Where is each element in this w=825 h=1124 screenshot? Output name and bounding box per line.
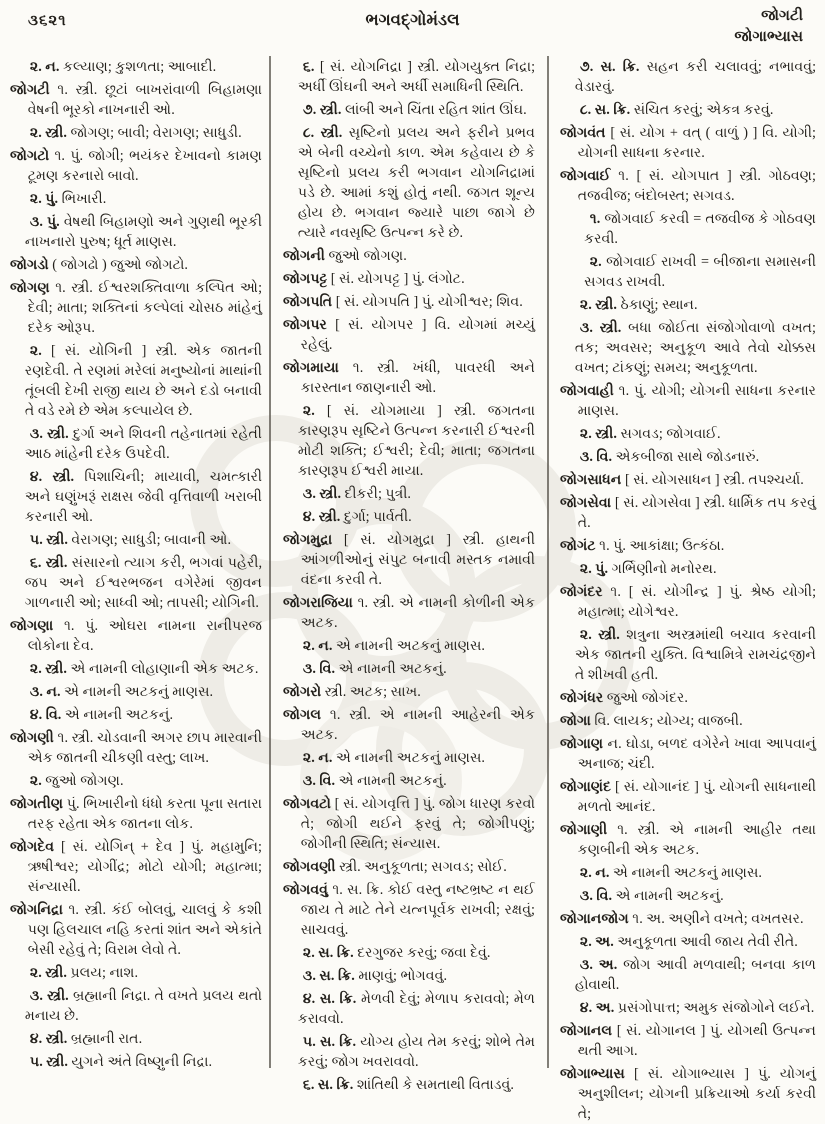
definition-text: ૧. પું. આકાંક્ષા; ઉત્કંઠા. (599, 538, 725, 554)
definition-text: ૧. સ્ત્રી. એ નામની આહેરની એક અટક. (300, 707, 535, 743)
definition-text: [ સં. યોગિન્ + દેવ ] પું. મહામુનિ; ઋષીશ્વર; યોગીંદ્ર; મોટો યોગી; મહાત્મા; સંન્યાસી. (27, 839, 262, 895)
dictionary-entry (10, 837, 262, 897)
dictionary-entry (283, 358, 535, 398)
sense-paragraph (10, 659, 262, 679)
dictionary-entry (560, 777, 816, 817)
headword: જોગસાધન (560, 472, 622, 488)
headword: જોગવવું (283, 882, 329, 898)
dictionary-entry (560, 1064, 816, 1124)
definition-text: ૧. સ્ત્રી. એ નામની આહીર તથા કણબીની એક અટક. (577, 822, 817, 858)
sense-number: ૪. વિ. (29, 707, 62, 723)
sense-number: ૭. સ્ત્રી. (302, 102, 342, 118)
dictionary-entry (283, 246, 535, 266)
sense-number: ૨. (29, 343, 42, 359)
sense-paragraph (283, 748, 535, 768)
sense-number: ૨. સ્ત્રી. (579, 426, 617, 442)
headword: જોગરો (283, 684, 322, 700)
definition-text: ( જોગઢો ) જુઓ જોગટો. (52, 257, 188, 273)
sense-number: ૨. અ. (579, 934, 614, 950)
sense-number: ૨. (302, 403, 315, 419)
headword: જોગમાયા (283, 360, 339, 376)
sense-paragraph (10, 963, 262, 983)
column-divider (269, 56, 271, 1068)
definition-text: એ નામની અટકનું માણસ. (64, 684, 214, 700)
column-3 (560, 57, 817, 1122)
sense-paragraph (10, 705, 262, 725)
sense-paragraph (560, 447, 816, 467)
sense-paragraph (10, 341, 262, 421)
dictionary-entry (283, 794, 535, 854)
definition-text: ૧. સ્ત્રી. ખંધી, પાવરધી અને કારસ્તાન જાણનારી ઓ. (300, 360, 536, 396)
headword: જોગદેવ (10, 839, 55, 855)
headword: જોગાણી (560, 822, 608, 838)
definition-text: સ્ત્રી. અટક; સાખ. (324, 684, 421, 700)
definition-text: ૧. સ. ક્રિ. કોઈ વસ્તુ નષ્ટભ્રષ્ટ ન થઈ જાય તે માટે તેને યત્નપૂર્વક રાખવી; રક્ષવું; સાચવવું. (300, 882, 536, 938)
headword: જોગા (560, 713, 591, 729)
definition-text: ૧. સ્ત્રી. છૂટાં બાખરાંવાળી બિહામણા વેષની ભૂરકો નાખનારી ઓ. (27, 82, 263, 118)
sense-number: ૪. અ. (579, 1000, 615, 1016)
sense-paragraph (283, 123, 535, 243)
sense-paragraph (10, 553, 262, 613)
sense-number: ૩. સ. ક્રિ. (302, 968, 355, 984)
headword: જોગંધર (560, 690, 604, 706)
definition-text: સ્ત્રી. અનુકૂળતા; સગવડ; સોઈ. (339, 859, 507, 875)
sense-number: ૨. સ્ત્રી. (579, 297, 617, 313)
sense-paragraph (283, 966, 535, 986)
sense-number: ૪. સ્ત્રી. (29, 469, 75, 485)
definition-text: વિ. લાયક; યોગ્ય; વાજબી. (594, 713, 743, 729)
sense-number: ૬. (302, 59, 315, 75)
definition-text: [ સં. યોગ + વત્ ( વાળું ) ] વિ. યોગી; યોગની સાધના કરનાર. (577, 125, 817, 161)
dictionary-entry (10, 255, 262, 275)
sense-number: ૮. સ. ક્રિ. (579, 102, 631, 118)
headword: જોગડો (10, 257, 49, 273)
sense-number: ૫. સ્ત્રી. (29, 532, 68, 548)
definition-text: [ સં. યોગમાયા ] સ્ત્રી. જગતના કારણરૂપ સૃષ્ટિને ઉત્પન્ન કરનારી ઈશ્વરની મોટી શક્તિ; ઈશ્વરી; દેવી; માતા; જગતના કારણરૂપ ઈશ્વરી માયા. (297, 403, 535, 479)
definition-text: સંચિત કરવું; એકત્ર કરવું. (633, 102, 774, 118)
headword: જોગપર (283, 317, 327, 333)
definition-text: દરગુજર કરવું; જવા દેવું. (357, 945, 491, 961)
headword: જોગવાહી (560, 383, 614, 399)
sense-number: ૭. સ. ક્રિ. (579, 59, 640, 75)
sense-number: ૧. (589, 211, 601, 227)
dictionary-entry (10, 80, 262, 120)
sense-number: ૩. સ્ત્રી. (29, 426, 69, 442)
sense-number: ૩. ન. (29, 684, 61, 700)
definition-text: [ સં. યોગાનંદ ] પું. યોગની સાધનાથી મળતો આનંદ. (577, 779, 817, 815)
definition-text: વેષથી બિહામણો અને ગુણથી ભૂરકી નાખનારો પુરુષ; ધૂર્ત માણસ. (24, 214, 263, 250)
sense-paragraph (283, 484, 535, 504)
headword: જોગવટો (283, 796, 331, 812)
headword: જોગની (283, 248, 325, 264)
sense-paragraph (560, 625, 816, 685)
sense-paragraph (283, 100, 535, 120)
dictionary-entry (283, 269, 535, 289)
definition-text: ન. ઘોડા, બળદ વગેરેને ખાવા આપવાનું અનાજ; ચંદી. (577, 736, 817, 772)
definition-text: ઠેકાણું; સ્થાન. (620, 297, 698, 313)
definition-text: ૧. અ. અણીને વખતે; વખતસર. (632, 911, 804, 927)
sense-paragraph (10, 986, 262, 1026)
sense-number: ૨. પું. (29, 191, 59, 207)
sense-paragraph (283, 771, 535, 791)
sense-number: ૨. સ્ત્રી. (29, 965, 67, 981)
guide-word-bottom: જોગાભ્યાસ (734, 29, 803, 45)
definition-text: એ નામની અટકનું. (615, 888, 724, 904)
definition-text: [ સં. યોગનિદ્રા ] સ્ત્રી. યોગયુક્ત નિદ્રા; અર્ધી ઊંઘની અને અર્ધી સમાધિની સ્થિતિ. (297, 59, 536, 95)
headword: જોગંદર (560, 584, 603, 600)
sense-number: ૨. ન. (302, 638, 333, 654)
definition-text: શાંતિથી કે સમતાથી વિતાડવું. (356, 1077, 514, 1093)
definition-text: દુર્ગા; પાર્વતી. (343, 509, 412, 525)
sense-paragraph (10, 1029, 262, 1049)
definition-text: ૧. [ સં. યોગપાત ] સ્ત્રી. ગોઠવણ; તજવીજ; બંદોબસ્ત; સગવડ. (577, 168, 816, 204)
headword: જોગાનલ (560, 1023, 613, 1039)
sense-paragraph (560, 295, 816, 315)
sense-number: ૩. વિ. (579, 449, 613, 465)
definition-text: જુઓ જોગંદર. (606, 690, 688, 706)
definition-text: એ નામની અટકનું માણસ. (335, 750, 485, 766)
headword: જોગસેવા (560, 495, 612, 511)
column-2 (283, 57, 536, 1093)
sense-number: ૫. સ્ત્રી. (29, 1054, 68, 1070)
definition-text: સંસારનો ત્યાગ કરી, ભગવાં પહેરી, જપ અને ઈશ્વરભજન વગેરેમાં જીવન ગાળનારી ઓ; સાધ્વી ઓ; તાપસી; યોગિની. (24, 555, 262, 611)
definition-text: [ સં. યોગસાધન ] સ્ત્રી. તપશ્ચર્યા. (624, 472, 804, 488)
sense-number: ૬. સ. ક્રિ. (302, 1077, 354, 1093)
sense-number: ૩. વિ. (302, 661, 336, 677)
sense-paragraph (560, 863, 816, 883)
sense-paragraph (10, 189, 262, 209)
dictionary-entry (560, 381, 816, 421)
idiom-line (560, 252, 816, 292)
definition-text: બધા જોઈતા સંજોગોવાળો વખત; તક; અવસર; અનુકૂળ આવે તેવો ચોક્કસ વખત; ટાંકણું; સમય; અનુકૂળતા. (574, 320, 816, 376)
dictionary-entry (283, 857, 535, 877)
dictionary-entry (560, 536, 816, 556)
headword: જોગાણંદ (560, 779, 612, 795)
dictionary-entry (283, 705, 535, 745)
dictionary-entry (560, 688, 816, 708)
sense-number: ૨. ન. (302, 750, 333, 766)
headword: જોગણ (10, 280, 50, 296)
definition-text: ભિખારી. (61, 191, 107, 207)
definition-text: ૧. પું. જોગી; ભયંકર દેખાવનો કામણ ટૂમણ કરનારો બાવો. (27, 148, 262, 184)
definition-text: માણવું; ભોગવવું. (358, 968, 447, 984)
sense-number: ૩. અ. (579, 957, 618, 973)
definition-text: જુઓ જોગણ. (45, 773, 124, 789)
dictionary-entry (283, 682, 535, 702)
definition-text: ૧. સ્ત્રી. ઈશ્વરશક્તિવાળા કલ્પિત ઓ; દેવી; માતા; શક્તિનાં કલ્પેલાં ચોસઠ માંહેનું દરેક ઓરૂપ. (27, 280, 263, 336)
sense-paragraph (10, 682, 262, 702)
definition-text: જુઓ જોગણ. (328, 248, 407, 264)
definition-text: જોગવાઈ રાખવી = બીજાના સમાસની સગવડ રાખવી. (584, 254, 816, 290)
definition-text: લાંબી અને ચિંતા રહિત શાંત ઊંઘ. (344, 102, 527, 118)
definition-text: એ નામની અટકનું માણસ. (612, 865, 762, 881)
sense-number: ૩. વિ. (302, 773, 336, 789)
sense-number: ૩. સ્ત્રી. (29, 988, 69, 1004)
sense-number: ૩. પું. (29, 214, 60, 230)
definition-text: ૧. [ સં. યોગીન્દ્ર ] પું. શ્રેષ્ઠ યોગી; મહાત્મા; યોગેશ્વર. (577, 584, 817, 620)
definition-text: એકબીજા સાથે જોડનારું. (615, 449, 760, 465)
sense-paragraph (283, 943, 535, 963)
headword: જોગમુદ્રા (283, 532, 333, 548)
sense-paragraph (283, 401, 535, 481)
definition-text: એ નામની લોહાણાની એક અટક. (70, 661, 259, 677)
dictionary-entry (10, 900, 262, 960)
definition-text: [ સં. યોગિની ] સ્ત્રી. એક જાતની રણદેવી. તે રણમાં મરેલાં મનુષ્યોનાં માથાંની તૂંબલી દેખી રાજી થાય છે અને દડો બનાવી તે વડે રમે છે એમ કલ્પાયેલ છે. (24, 343, 263, 419)
idiom-line (560, 209, 816, 249)
sense-paragraph (283, 507, 535, 527)
sense-number: ૩. વિ. (579, 888, 613, 904)
definition-text: યોગ્ય હોય તેમ કરવું; શોભે તેમ કરવું; જોગ ખવરાવવો. (297, 1034, 535, 1070)
sense-paragraph (10, 771, 262, 791)
definition-text: દુર્ગા અને શિવની તહેનાતમાં રહેતી આઠ માંહેની દરેક ઉપદેવી. (24, 426, 262, 462)
dictionary-entry (283, 880, 535, 940)
definition-text: સગવડ; જોગવાઈ. (620, 426, 721, 442)
sense-paragraph (560, 57, 816, 97)
headword: જોગલ (283, 707, 322, 723)
definition-text: કલ્યાણ; કુશળતા; આબાદી. (62, 59, 217, 75)
definition-text: એ નામની અટકનું. (338, 661, 447, 677)
definition-text: [ સં. યોગવૃત્તિ ] પું. જોગ ધારણ કરવો તે; જોગી થઈને ફરવું તે; જોગીપણું; જોગીની સ્થિતિ; સંન્યાસ. (300, 796, 535, 852)
definition-text: પ્રસંગોપાત્ત; અમુક સંજોગોને લઈને. (617, 1000, 815, 1016)
sense-number: ૪. સ. ક્રિ. (302, 991, 357, 1007)
headword: જોગપટ્ટ (283, 271, 328, 287)
sense-paragraph (10, 57, 262, 77)
dictionary-entry (560, 582, 816, 622)
definition-text: સૃષ્ટિનો પ્રલય અને ફરીને પ્રભવ એ બેની વચ્ચેનો કાળ. એમ કહેવાય છે કે સૃષ્ટિનો પ્રલય કરી ભગવાન યોગનિદ્રામાં પડે છે. આમાં કશું હોતું નથી. જગત શૂન્ય હોય છે. ભગવાન જ્યારે પાછા જાગે છે ત્યારે નવસૃષ્ટિ ઉત્પન્ન કરે છે. (297, 125, 535, 241)
sense-number: ૨. ન. (29, 59, 60, 75)
definition-text: ૧. સ્ત્રી. કંઈ બોલવું, ચાલવું કે કશી પણ હિલચાલ નહિ કરતાં શાંત અને એકાંતે બેસી રહેવું તે; વિરામ લેવો તે. (27, 902, 262, 958)
sense-number: ૩. સ્ત્રી. (302, 486, 341, 502)
definition-text: યુગને અંતે વિષ્ણુની નિદ્રા. (71, 1054, 213, 1070)
sense-paragraph (283, 659, 535, 679)
dictionary-entry (283, 292, 535, 312)
sense-paragraph (10, 123, 262, 143)
headword: જોગપતિ (283, 294, 333, 310)
dictionary-entry (560, 734, 816, 774)
definition-text: એ નામની અટકનું. (338, 773, 447, 789)
dictionary-entry (10, 616, 262, 656)
dictionary-entry (560, 909, 816, 929)
sense-paragraph (10, 530, 262, 550)
sense-number: ૨. ન. (579, 865, 610, 881)
definition-text: ૧. પું. યોગી; યોગની સાધના કરનાર માણસ. (577, 383, 817, 419)
dictionary-entry (283, 593, 535, 633)
sense-number: ૨. સ્ત્રી. (29, 125, 67, 141)
dictionary-entry (560, 493, 816, 533)
sense-number: ૨. (29, 773, 42, 789)
headword: જોગાભ્યાસ (560, 1066, 625, 1082)
dictionary-entry (10, 728, 262, 768)
definition-text: [ સં. યોગપર ] વિ. યોગમાં મચ્યું રહેલું. (300, 317, 536, 353)
sense-number: ૪. સ્ત્રી. (29, 1031, 68, 1047)
headword: જોગણા (10, 618, 54, 634)
definition-text: [ સં. યોગસેવા ] સ્ત્રી. ધાર્મિક તપ કરવું તે. (577, 495, 817, 531)
sense-paragraph (560, 998, 816, 1018)
definition-text: ૧. સ્ત્રી. ચોડવાની અગર છાપ મારવાની એક જાતની ચીકણી વસ્તુ; લાખ. (27, 730, 262, 766)
book-title: ભગવદ્ગોમંડલ (365, 10, 460, 29)
sense-number: ૨. સ્ત્રી. (29, 661, 67, 677)
definition-text: ૧. સ્ત્રી. એ નામની કોળીની એક અટક. (300, 595, 535, 631)
sense-paragraph (283, 989, 535, 1029)
definition-text: [ સં. યોગપતિ ] પું. યોગીશ્વર; શિવ. (335, 294, 523, 310)
sense-paragraph (10, 1052, 262, 1072)
sense-number: ૨. સ. ક્રિ. (302, 945, 354, 961)
sense-paragraph (10, 212, 262, 252)
definition-text: શત્રુના અસ્ત્રમાંથી બચાવ કરવાની એક જાતની યુક્તિ. વિશ્વામિત્રે રામચંદ્રજીને તે શીખવી હતી. (574, 627, 817, 683)
headword: જોગટી (10, 82, 50, 98)
sense-number: ૮. સ્ત્રી. (302, 125, 343, 141)
headword: જોગણી (10, 730, 54, 746)
definition-text: જોગણ; બાવી; વેરાગણ; સાધુડી. (70, 125, 242, 141)
dictionary-entry (283, 315, 535, 355)
headword: જોગતીણ (10, 796, 64, 812)
headword: જોગાનજોગ (560, 911, 629, 927)
definition-text: પું. ભિખારીનો ધંધો કરતા પૂના સતારા તરફ રહેતા એક જાતના લોક. (27, 796, 263, 832)
dictionary-entry (10, 146, 262, 186)
headword: જોગવંત (560, 125, 606, 141)
sense-paragraph (283, 1032, 535, 1072)
definition-text: દીકરી; પુત્રી. (344, 486, 411, 502)
dictionary-entry (560, 711, 816, 731)
definition-text: વેરાગણ; સાધુડી; બાવાની ઓ. (71, 532, 232, 548)
headword: જોગવણી (283, 859, 336, 875)
sense-paragraph (560, 424, 816, 444)
sense-number: ૫. સ. ક્રિ. (302, 1034, 356, 1050)
guide-word-top: જોગટી (761, 8, 803, 24)
sense-paragraph (283, 636, 535, 656)
definition-text: બ્રહ્માની નિદ્રા. તે વખતે પ્રલય થતો મનાય છે. (24, 988, 262, 1024)
sense-paragraph (560, 318, 816, 378)
headword: જોગવાઈ (560, 168, 611, 184)
dictionary-entry (560, 820, 816, 860)
definition-text: પિશાચિની; માયાવી, ચમત્કારી અને ઘણુંખરૂં રાક્ષસ જેવી વૃત્તિવાળી ખરાબી કરનારી ઓ. (24, 469, 263, 525)
headword: જોગરાજિયા (283, 595, 353, 611)
headword: જોગનિદ્રા (10, 902, 63, 918)
sense-paragraph (10, 467, 262, 527)
definition-text: [ સં. યોગમુદ્રા ] સ્ત્રી. હાથની આંગળીઓનું સંપુટ બનાવી મસ્તક નમાવી વંદના કરવી તે. (300, 532, 536, 588)
dictionary-entry (10, 794, 262, 834)
page-number: ૩૬૨૧ (28, 13, 67, 29)
dictionary-entry (10, 278, 262, 338)
sense-paragraph (10, 424, 262, 464)
sense-number: ૨. પું. (579, 561, 609, 577)
dictionary-entry (560, 1021, 816, 1061)
definition-text: [ સં. યોગાનલ ] પું. યોગથી ઉત્પન્ન થતી આગ. (577, 1023, 816, 1059)
definition-text: ૧. પું. ઓઘરા નામના રાનીપરજ લોકોના દેવ. (27, 618, 263, 654)
sense-paragraph (283, 57, 535, 97)
headword: જોગંટ (560, 538, 596, 554)
dictionary-entry (560, 470, 816, 490)
dictionary-entry (560, 166, 816, 206)
headword: જોગાણ (560, 736, 604, 752)
sense-paragraph (560, 955, 816, 995)
definition-text: અનુકૂળતા આવી જાય તેવી રીતે. (617, 934, 798, 950)
dictionary-entry (560, 123, 816, 163)
sense-number: ૨. સ્ત્રી. (579, 627, 620, 643)
definition-text: એ નામની અટકનું માણસ. (335, 638, 485, 654)
sense-paragraph (560, 559, 816, 579)
sense-number: ૨. (589, 254, 602, 270)
definition-text: સહન કરી ચલાવવું; નભાવવું; વેડારવું. (574, 59, 817, 95)
definition-text: મેળવી દેવું; મેળાપ કરાવવો; મેળ કરાવવો. (297, 991, 535, 1027)
definition-text: [ સં. યોગાભ્યાસ ] પું. યોગનું અનુશીલન; યોગની પ્રક્રિયાઓ કર્યા કરવી તે; (577, 1066, 817, 1122)
dictionary-entry (283, 530, 535, 590)
definition-text: જોગ આવી મળવાથી; બનવા કાળ હોવાથી. (574, 957, 817, 993)
guide-words (734, 6, 803, 48)
sense-paragraph (560, 886, 816, 906)
sense-paragraph (560, 100, 816, 120)
definition-text: [ સં. યોગપટ્ટ ] પું. લંગોટ. (330, 271, 465, 287)
definition-text: ગર્ભિણીનો મનોરથ. (611, 561, 717, 577)
column-1 (10, 57, 262, 1071)
column-divider (547, 56, 549, 1068)
definition-text: જોગવાઈ કરવી = તજવીજ કે ગોઠવણ કરવી. (584, 211, 816, 247)
sense-number: ૩. સ્ત્રી. (579, 320, 622, 336)
definition-text: પ્રલય; નાશ. (70, 965, 139, 981)
definition-text: એ નામની અટકનું. (64, 707, 174, 723)
sense-number: ૬. સ્ત્રી. (29, 555, 68, 571)
headword: જોગટો (10, 148, 50, 164)
sense-paragraph (283, 1075, 535, 1095)
sense-number: ૪. સ્ત્રી. (302, 509, 341, 525)
sense-paragraph (560, 932, 816, 952)
definition-text: બ્રહ્માની રાત. (70, 1031, 143, 1047)
